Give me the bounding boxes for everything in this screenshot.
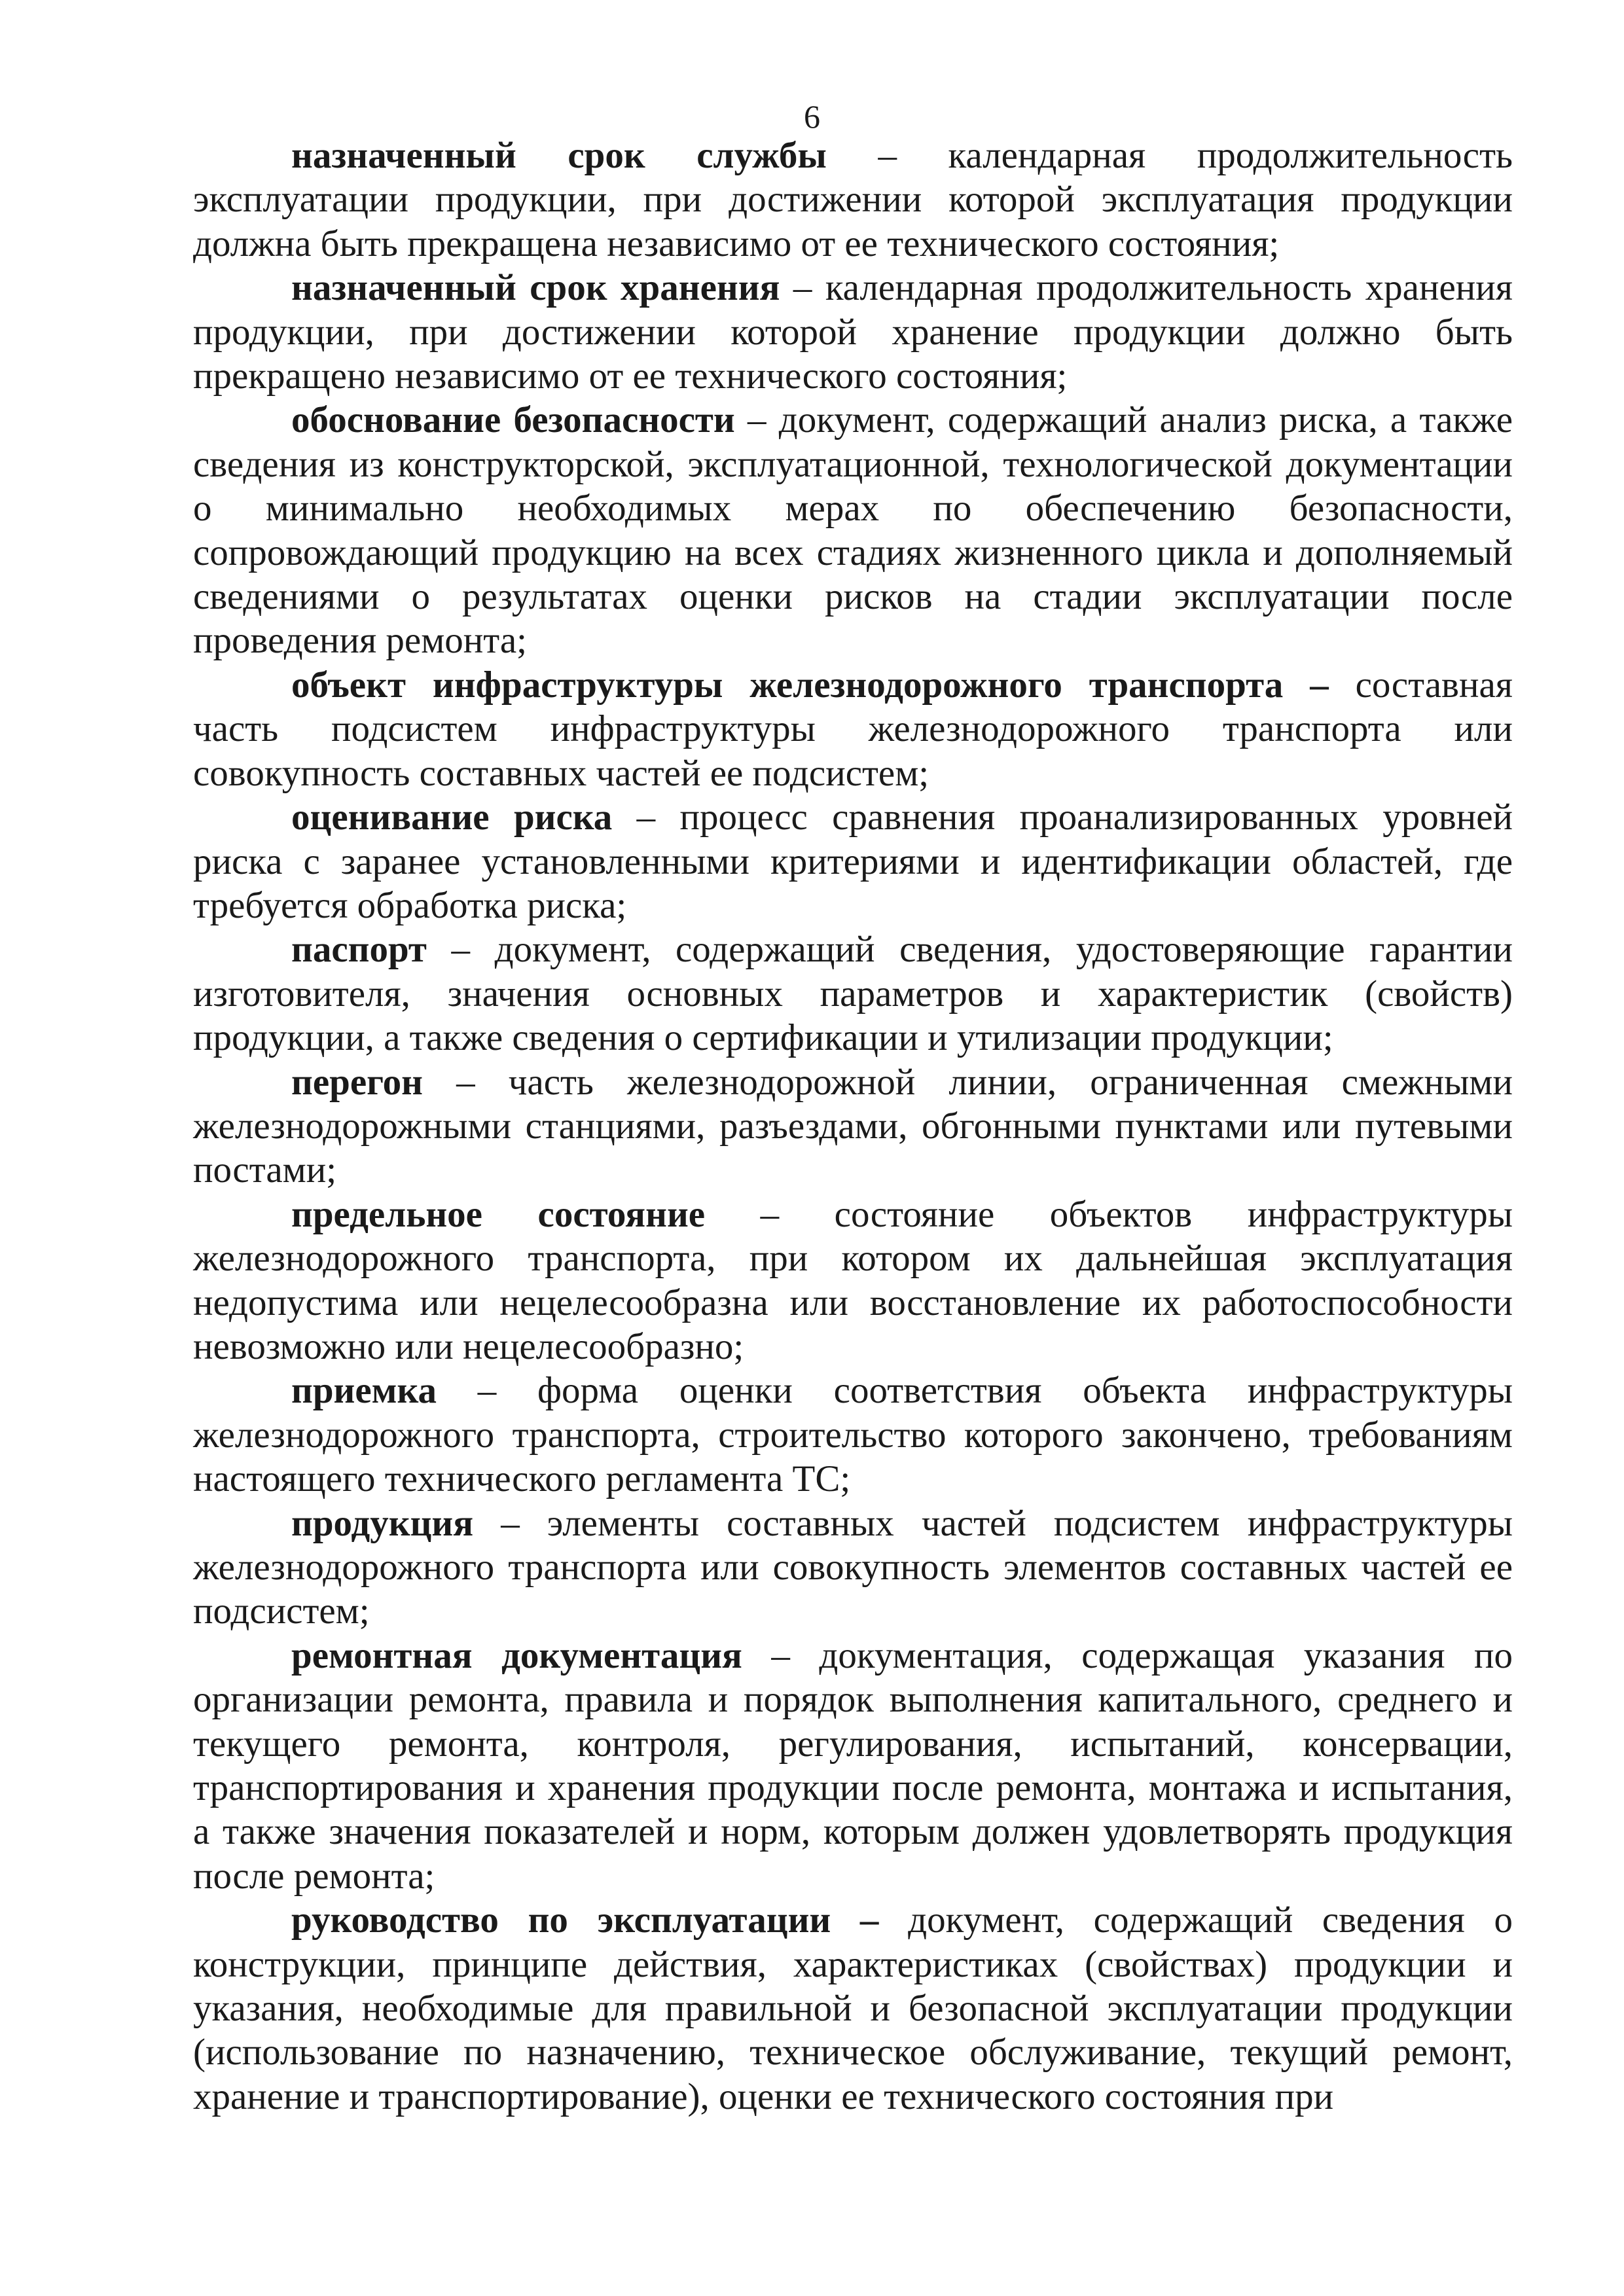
- term: руководство по эксплуатации –: [291, 1899, 879, 1941]
- definition-entry: [193, 795, 1513, 927]
- definition-entry: [193, 398, 1513, 662]
- term: продукция: [291, 1502, 474, 1544]
- page-number: 6: [804, 98, 820, 135]
- definition: документ, содержащий сведения о конструкции, принципе действия, характеристиках (свойствах) продукции и указания, необходимые для правильной и безопасной эксплуатации продукции (использование по назначению, техническое обслуживание, текущий ремонт, хранение и транспортирование), оценки ее технического состояния при: [193, 1899, 1513, 2117]
- definition: составная часть подсистем инфраструктуры железнодорожного транспорта или совокупность составных частей ее подсистем;: [193, 664, 1513, 794]
- term: назначенный срок службы: [291, 135, 827, 176]
- term: оценивание риска: [291, 797, 613, 838]
- definition: – часть железнодорожной линии, ограниченная смежными железнодорожными станциями, разъездами, обгонными пунктами или путевыми постами;: [193, 1061, 1513, 1191]
- definition-entry: [193, 1501, 1513, 1634]
- definition: – состояние объектов инфраструктуры железнодорожного транспорта, при котором их дальнейшая эксплуатация недопустима или нецелесообразна или восстановление их работоспособности невозможно или нецелесообразно;: [193, 1193, 1513, 1367]
- term: перегон: [291, 1061, 423, 1103]
- definition: – форма оценки соответствия объекта инфраструктуры железнодорожного транспорта, строительство которого закончено, требованиям настоящего технического регламента ТС;: [193, 1370, 1513, 1500]
- definitions-list: [193, 134, 1513, 2119]
- definition-entry: [193, 663, 1513, 795]
- term: объект инфраструктуры железнодорожного транспорта –: [291, 664, 1329, 706]
- term: паспорт: [291, 929, 427, 971]
- definition: – документ, содержащий сведения, удостоверяющие гарантии изготовителя, значения основных параметров и характеристик (свойств) продукции, а также сведения о сертификации и утилизации продукции;: [193, 929, 1513, 1059]
- definition-entry: [193, 1898, 1513, 2119]
- term: приемка: [291, 1370, 437, 1412]
- definition-entry: [193, 1060, 1513, 1193]
- definition: – документация, содержащая указания по организации ремонта, правила и порядок выполнения капитального, среднего и текущего ремонта, контроля, регулирования, испытаний, консервации, транспортирования и хранения продукции после ремонта, монтажа и испытания, а также значения показателей и норм, которым должен удовлетворять продукция после ремонта;: [193, 1634, 1513, 1897]
- term: ремонтная документация: [291, 1634, 742, 1676]
- definition-entry: [193, 266, 1513, 398]
- term: обоснование безопасности: [291, 399, 735, 441]
- definition-entry: [193, 1634, 1513, 1898]
- term: назначенный срок хранения: [291, 267, 780, 309]
- definition-entry: [193, 927, 1513, 1060]
- definition: – календарная продолжительность хранения продукции, при достижении которой хранение продукции должно быть прекращено независимо от ее технического состояния;: [193, 267, 1513, 397]
- definition: – документ, содержащий анализ риска, а также сведения из конструкторской, эксплуатационной, технологической документации о минимально необходимых мерах по обеспечению безопасности, сопровождающий продукцию на всех стадиях жизненного цикла и дополняемый сведениями о результатах оценки рисков на стадии эксплуатации после проведения ремонта;: [193, 399, 1513, 662]
- definition-entry: [193, 1369, 1513, 1501]
- definition-entry: [193, 134, 1513, 266]
- term: предельное состояние: [291, 1193, 706, 1235]
- definition: – процесс сравнения проанализированных уровней риска с заранее установленными критериями и идентификации областей, где требуется обработка риска;: [193, 797, 1513, 926]
- definition-entry: [193, 1193, 1513, 1369]
- definition: – календарная продолжительность эксплуатации продукции, при достижении которой эксплуатация продукции должна быть прекращена независимо от ее технического состояния;: [193, 135, 1513, 264]
- definition: – элементы составных частей подсистем инфраструктуры железнодорожного транспорта или совокупность элементов составных частей ее подсистем;: [193, 1502, 1513, 1632]
